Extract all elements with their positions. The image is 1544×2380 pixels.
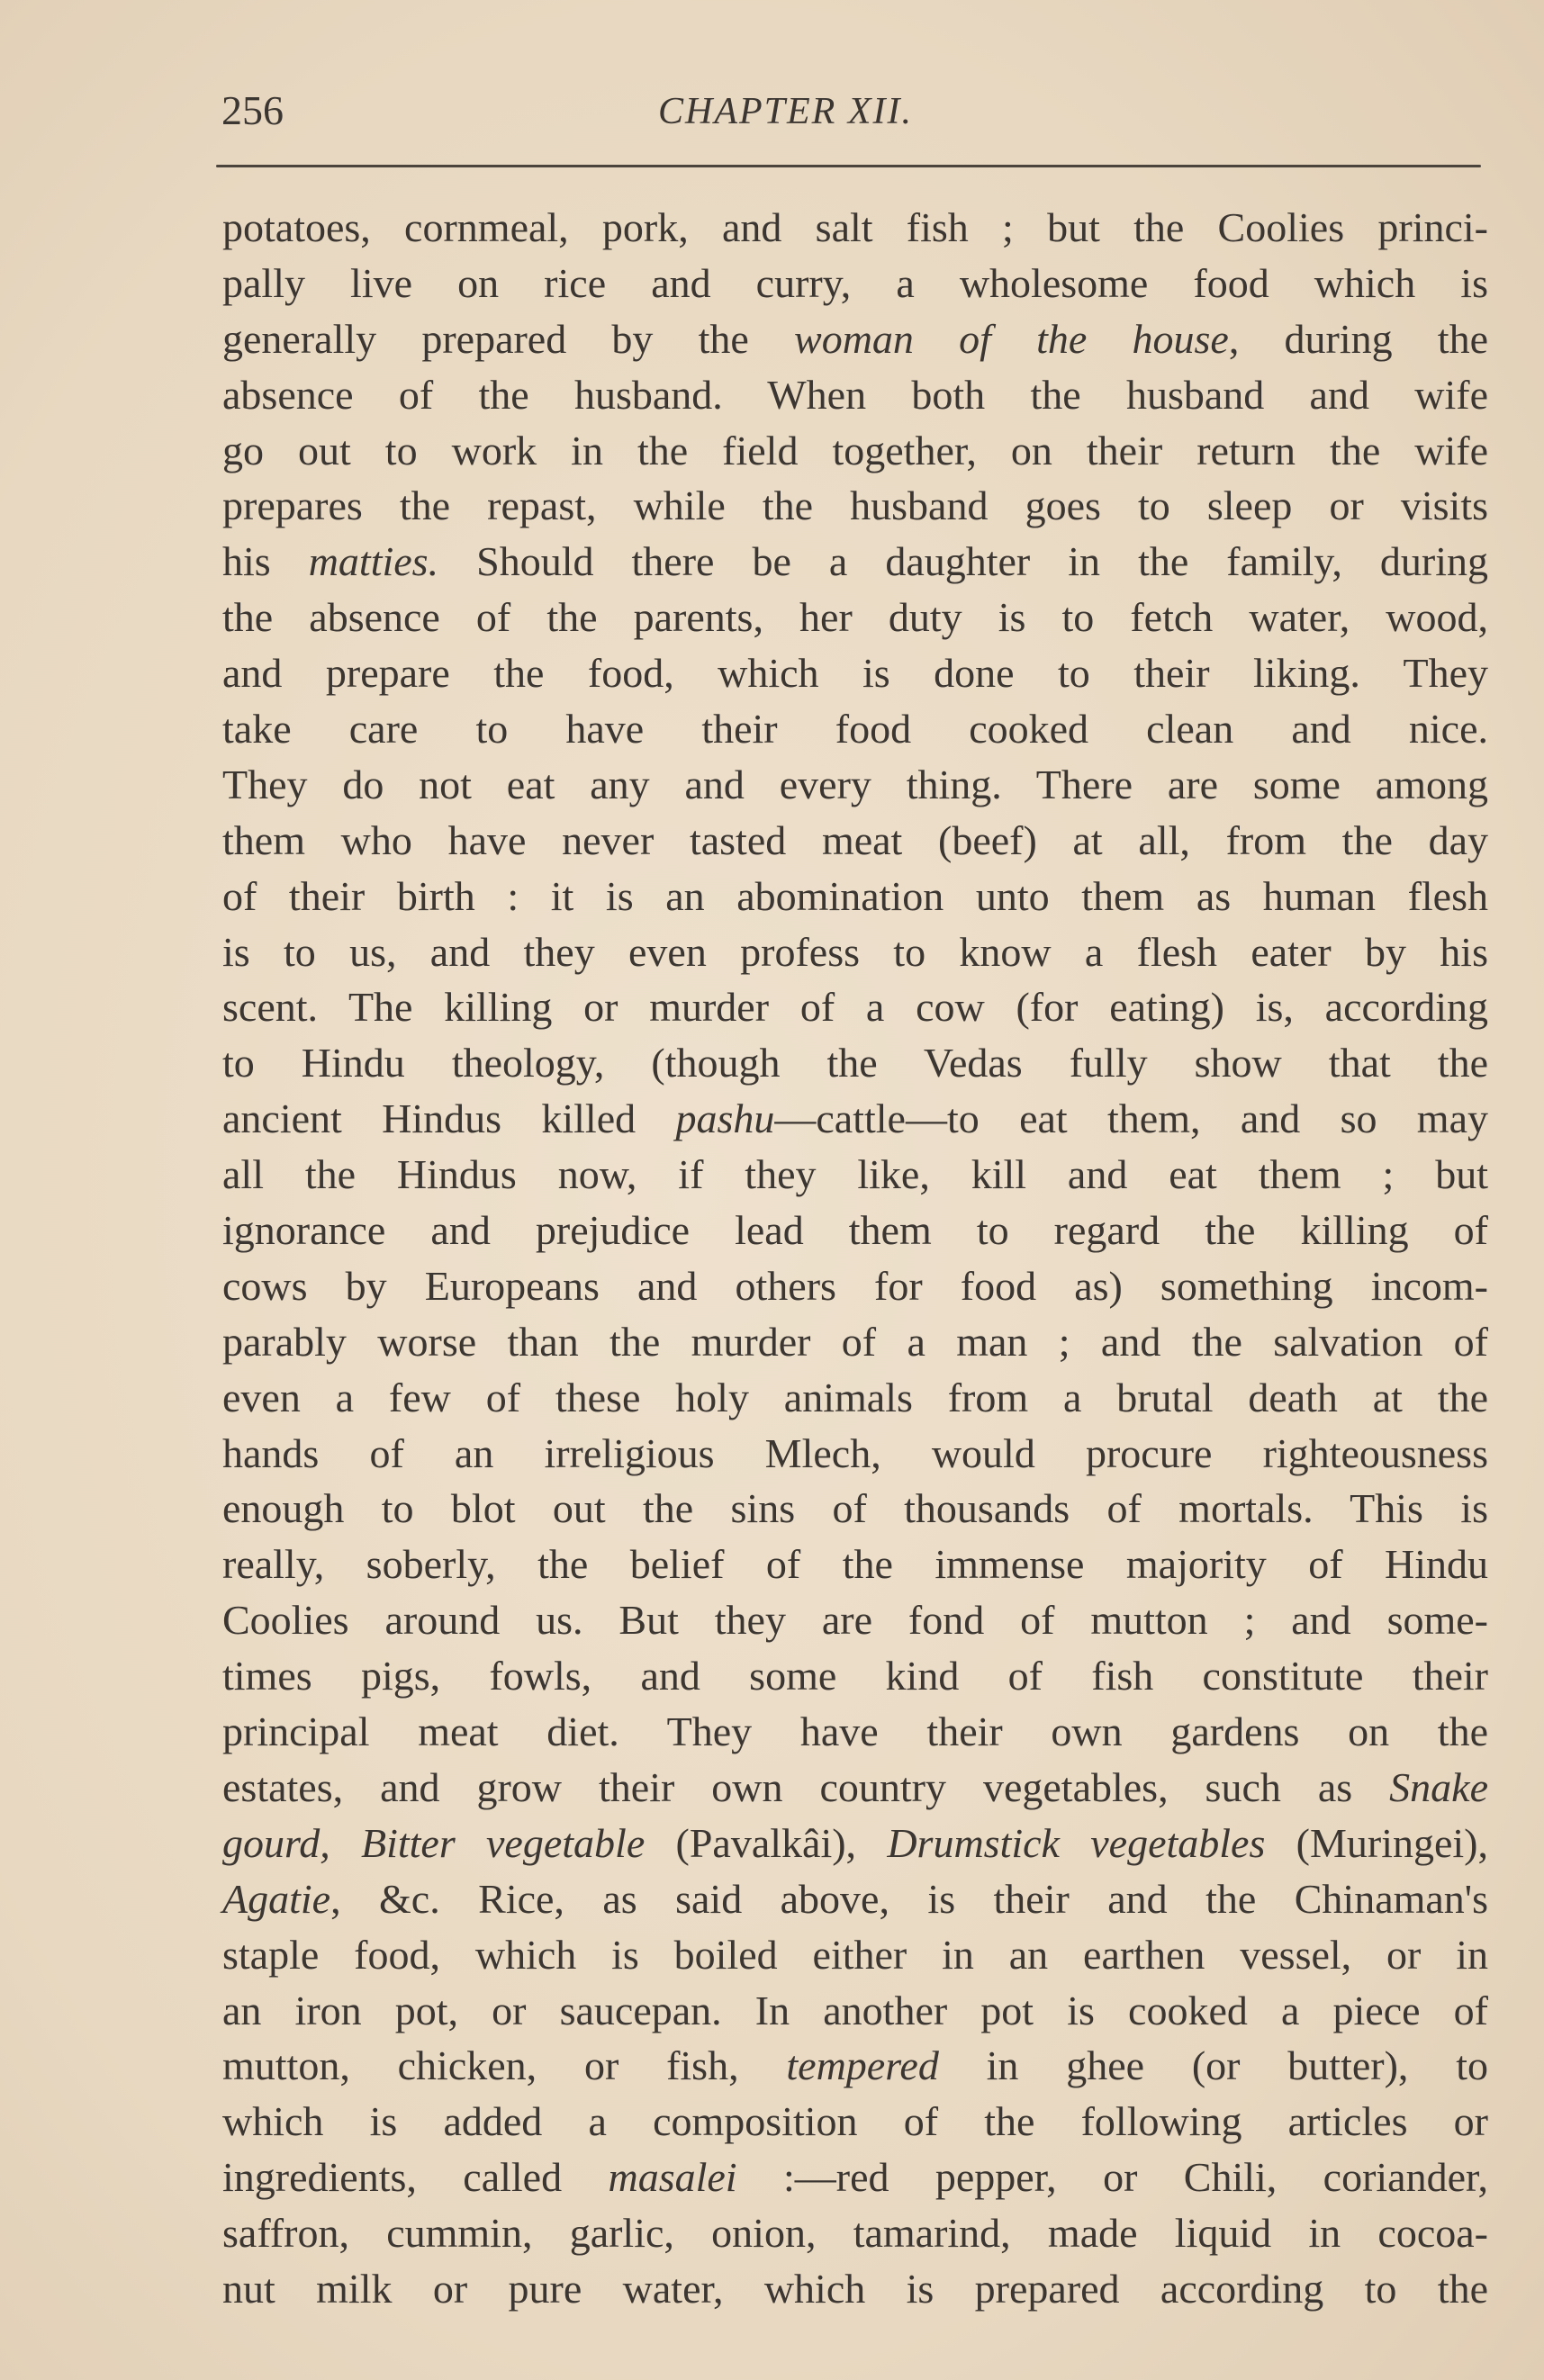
text-line <box>222 423 1488 479</box>
text-line <box>222 1537 1488 1592</box>
text-segment: which is added a composition of the following articles or <box>222 2098 1488 2145</box>
text-line <box>222 256 1488 311</box>
text-segment: ignorance and prejudice lead them to regard the killing of <box>222 1207 1488 1254</box>
text-segment: estates, and grow their own country vegetables, such as <box>222 1763 1390 1810</box>
text-line <box>222 1035 1488 1091</box>
text-segment: generally prepared by the <box>222 315 795 362</box>
text-segment: all the Hindus now, if they like, kill and eat them ; but <box>222 1151 1488 1198</box>
text-line <box>222 1927 1488 1983</box>
text-line <box>222 924 1488 980</box>
text-line <box>222 1481 1488 1537</box>
text-line <box>222 1258 1488 1314</box>
text-segment: parably worse than the murder of a man ; and the salvation of <box>222 1318 1488 1365</box>
text-segment: Coolies around us. But they are fond of mutton ; and some- <box>222 1597 1488 1644</box>
text-segment: scent. The killing or murder of a cow (for eating) is, according <box>222 984 1488 1031</box>
text-line <box>222 200 1488 256</box>
text-line <box>222 534 1488 590</box>
text-segment: prepares the repast, while the husband goes to sleep or visits <box>222 482 1488 529</box>
text-segment: the absence of the parents, her duty is to fetch water, wood, <box>222 594 1488 641</box>
italic-text: masalei <box>608 2154 737 2201</box>
text-segment: , &c. Rice, as said above, is their and the Chinaman's <box>330 1875 1488 1922</box>
text-line <box>222 478 1488 534</box>
text-segment: mutton, chicken, or fish, <box>222 2042 787 2089</box>
text-line <box>222 1648 1488 1704</box>
text-line <box>222 869 1488 924</box>
text-segment: hands of an irreligious Mlech, would procure righteousness <box>222 1429 1488 1476</box>
italic-text: Agatie <box>222 1875 331 1922</box>
text-segment: principal meat diet. They have their own gardens on the <box>222 1708 1488 1755</box>
text-segment: to Hindu theology, (though the Vedas fully show that the <box>222 1040 1488 1086</box>
text-segment: They do not eat any and every thing. There are some among <box>222 761 1488 807</box>
header-rule <box>216 165 1481 167</box>
running-head: CHAPTER XII. <box>658 91 913 132</box>
text-line <box>222 1370 1488 1426</box>
text-segment: of their birth : it is an abomination unto them as human flesh <box>222 872 1488 919</box>
text-segment: take care to have their food cooked clean and nice. <box>222 706 1488 753</box>
text-line <box>222 1592 1488 1648</box>
text-segment: (Muringei), <box>1265 1819 1488 1866</box>
text-line <box>222 1203 1488 1258</box>
body-text <box>222 200 1488 2317</box>
text-segment: an iron pot, or saucepan. In another pot is cooked a piece of <box>222 1987 1488 2033</box>
text-segment: ingredients, called <box>222 2154 609 2201</box>
page-number: 256 <box>221 87 284 133</box>
text-line <box>222 2038 1488 2094</box>
text-segment: pally live on rice and curry, a wholesome food which is <box>222 259 1488 306</box>
text-segment: them who have never tasted meat (beef) at all, from the day <box>222 816 1488 863</box>
text-segment: his <box>222 538 309 585</box>
text-line <box>222 1704 1488 1760</box>
text-line <box>222 1314 1488 1370</box>
text-segment: saffron, cummin, garlic, onion, tamarind, made liquid in cocoa- <box>222 2210 1488 2257</box>
text-line <box>222 311 1488 367</box>
italic-text: Drumstick vegetables <box>887 1819 1266 1866</box>
text-segment: nut milk or pure water, which is prepared according to the <box>222 2265 1488 2312</box>
text-line <box>222 813 1488 869</box>
text-line <box>222 1983 1488 2039</box>
text-segment: go out to work in the field together, on their return the wife <box>222 427 1488 473</box>
text-segment: really, soberly, the belief of the immense majority of Hindu <box>222 1541 1488 1588</box>
text-line <box>222 757 1488 813</box>
text-line <box>222 1091 1488 1147</box>
text-line <box>222 1147 1488 1203</box>
text-segment: is to us, and they even profess to know a flesh eater by his <box>222 928 1488 975</box>
text-segment: enough to blot out the sins of thousands of mortals. This is <box>222 1485 1488 1532</box>
text-line <box>222 2094 1488 2150</box>
text-segment: absence of the husband. When both the husband and wife <box>222 371 1488 418</box>
text-segment: , during the <box>1228 315 1489 362</box>
text-line <box>222 979 1488 1035</box>
text-line <box>222 1760 1488 1816</box>
text-segment: even a few of these holy animals from a brutal death at the <box>222 1374 1488 1420</box>
italic-text: woman of the house <box>794 315 1229 362</box>
text-line <box>222 2205 1488 2261</box>
text-segment: in ghee (or butter), to <box>938 2042 1488 2089</box>
text-line <box>222 2150 1488 2205</box>
text-line <box>222 1871 1488 1927</box>
italic-text: Snake <box>1389 1763 1488 1810</box>
italic-text: pashu <box>675 1095 775 1142</box>
text-segment: ancient Hindus killed <box>222 1095 676 1142</box>
text-line <box>222 1816 1488 1871</box>
text-segment: cows by Europeans and others for food as) something incom- <box>222 1262 1488 1309</box>
text-segment: —cattle—to eat them, and so may <box>774 1095 1488 1142</box>
italic-text: tempered <box>786 2042 939 2089</box>
text-segment: (Pavalkâi), <box>645 1819 888 1866</box>
text-line <box>222 590 1488 645</box>
text-line <box>222 2261 1488 2317</box>
text-line <box>222 701 1488 757</box>
text-segment: :—red pepper, or Chili, coriander, <box>736 2154 1488 2201</box>
text-line <box>222 367 1488 423</box>
text-line <box>222 1426 1488 1482</box>
text-line <box>222 645 1488 701</box>
italic-text: matties. <box>308 538 439 585</box>
text-segment: staple food, which is boiled either in an earthen vessel, or in <box>222 1931 1488 1978</box>
text-segment: potatoes, cornmeal, pork, and salt fish ; but the Coolies princi- <box>222 204 1488 250</box>
italic-text: gourd, Bitter vegetable <box>222 1819 646 1866</box>
text-segment: times pigs, fowls, and some kind of fish constitute their <box>222 1653 1488 1699</box>
text-segment: Should there be a daughter in the family, during <box>438 538 1488 585</box>
text-segment: and prepare the food, which is done to their liking. They <box>222 650 1488 697</box>
